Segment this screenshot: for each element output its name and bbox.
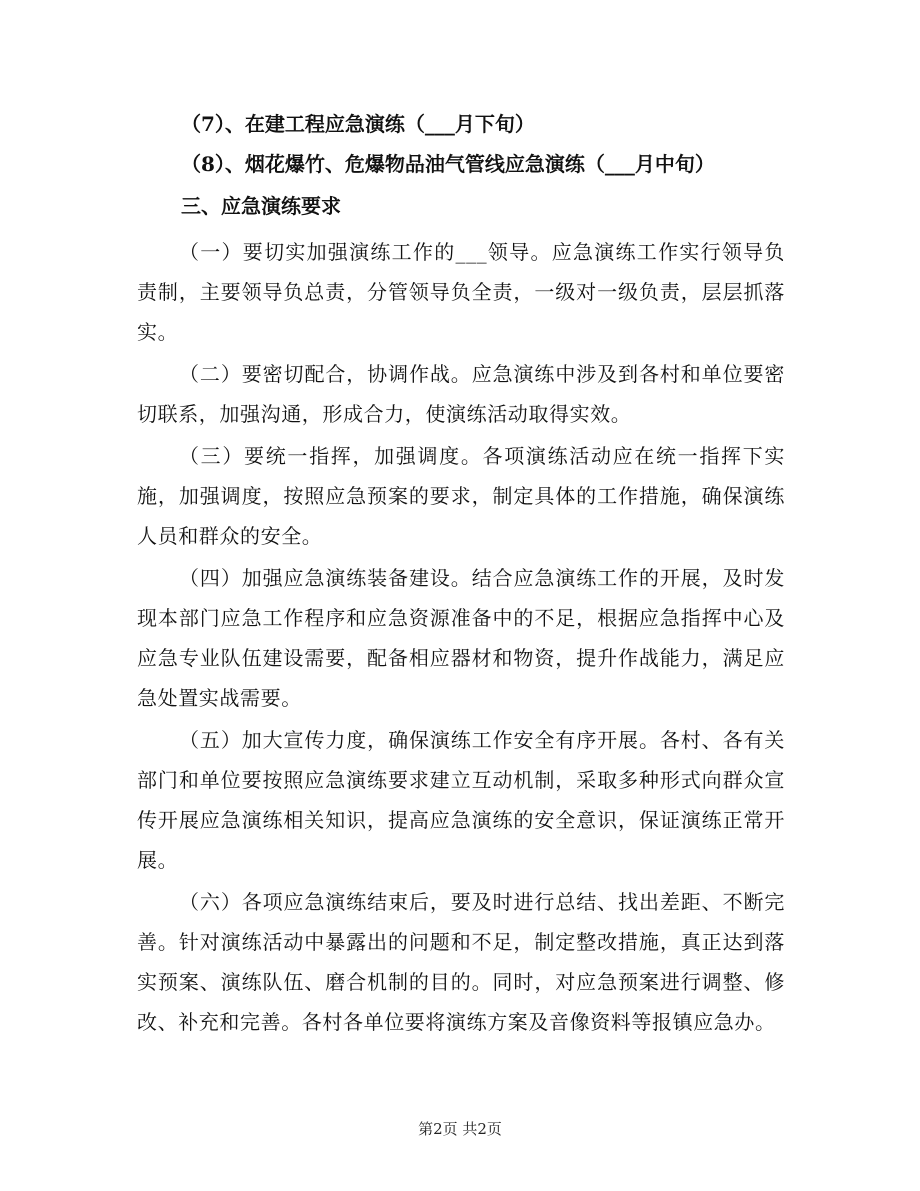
requirement-paragraph-3: （三）要统一指挥，加强调度。各项演练活动应在统一指挥下实施，加强调度，按照应急预案的要求，制定具体的工作措施，确保演练人员和群众的安全。 xyxy=(137,444,785,548)
requirement-paragraph-1: （一）要切实加强演练工作的___领导。应急演练工作实行领导负责制，主要领导负总责，分管领导负全责，一级对一级负责，层层抓落实。 xyxy=(137,240,785,344)
requirement-paragraph-2: （二）要密切配合，协调作战。应急演练中涉及到各村和单位要密切联系，加强沟通，形成合力，使演练活动取得实效。 xyxy=(137,362,785,426)
section-title: 三、应急演练要求 xyxy=(181,194,341,218)
page-number: 第2页 共2页 xyxy=(418,1120,502,1138)
requirement-paragraph-6: （六）各项应急演练结束后，要及时进行总结、找出差距、不断完善。针对演练活动中暴露出的问题和不足，制定整改措施，真正达到落实预案、演练队伍、磨合机制的目的。同时，对应急预案进行调整、修改、补充和完善。各村各单位要将演练方案及音像资料等报镇应急办。 xyxy=(137,890,785,1034)
requirement-paragraph-5: （五）加大宣传力度，确保演练工作安全有序开展。各村、各有关部门和单位要按照应急演练要求建立互动机制，采取多种形式向群众宣传开展应急演练相关知识，提高应急演练的安全意识，保证演练正常开展。 xyxy=(137,728,785,872)
drill-item-7: （7）、在建工程应急演练（___月下旬） xyxy=(181,112,535,136)
document-body xyxy=(137,104,785,1042)
drill-item-8: （8）、烟花爆竹、危爆物品油气管线应急演练（___月中旬） xyxy=(181,152,715,176)
requirement-paragraph-4: （四）加强应急演练装备建设。结合应急演练工作的开展，及时发现本部门应急工作程序和应急资源准备中的不足，根据应急指挥中心及应急专业队伍建设需要，配备相应器材和物资，提升作战能力，满足应急处置实战需要。 xyxy=(137,566,785,710)
